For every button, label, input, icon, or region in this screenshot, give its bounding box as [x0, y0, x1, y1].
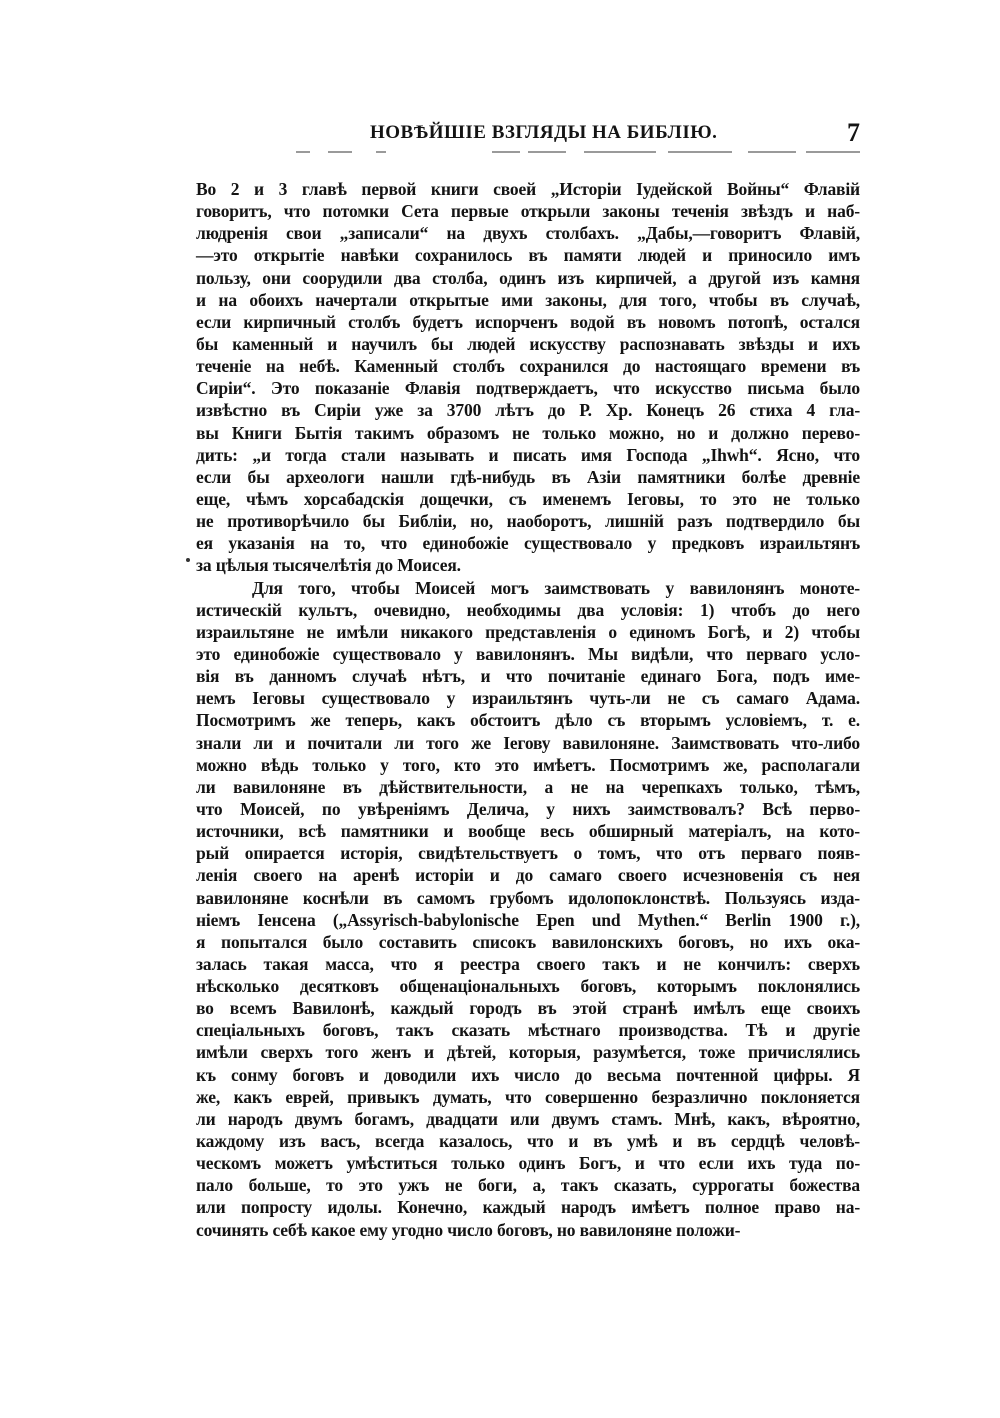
text-line: залась такая масса, что я реестра своего такъ и не кончилъ: сверхъ	[196, 953, 860, 974]
text-line: спеціальныхъ боговъ, такъ сказать мѣстнаго производства. Тѣ и другіе	[196, 1020, 860, 1041]
text-line: извѣстно въ Сиріи уже за 3700 лѣтъ до Р. Хр. Конецъ 26 стиха 4 гла-	[196, 400, 860, 421]
header-rule	[296, 150, 861, 154]
text-line: пало больше, то это ужъ не боги, а, такъ сказать, суррогаты божества	[196, 1175, 860, 1196]
paragraph	[196, 178, 860, 577]
text-line: Сиріи“. Это показаніе Флавія подтверждаетъ, что искусство письма было	[196, 378, 860, 399]
text-line: источники, всѣ памятники и вообще весь обширный матеріалъ, на кото-	[196, 821, 860, 842]
text-line: каждому изъ васъ, всегда казалось, что и въ умѣ и въ сердцѣ человѣ-	[196, 1131, 860, 1152]
text-line: дить: „и тогда стали называть и писать имя Господа „Ihwh“. Ясно, что	[196, 444, 860, 465]
text-line: ленія своего на аренѣ исторіи и до самаго своего исчезновенія съ нея	[196, 865, 860, 886]
page-gutter	[0, 0, 172, 1418]
text-line: и на обоихъ начертали открытые ими законы, для того, чтобы въ случаѣ,	[196, 289, 860, 310]
text-line: это единобожіе существовало у вавилонянъ. Мы видѣли, что перваго усло-	[196, 643, 860, 664]
text-line: имѣли сверхъ того женъ и дѣтей, которыя, разумѣется, тоже причислялись	[196, 1042, 860, 1063]
text-line: ея указанія на то, что единобожіе существовало у предковъ израильтянъ	[196, 533, 860, 554]
text-line: не противорѣчило бы Библіи, но, наоборотъ, лишній разъ подтвердило бы	[196, 511, 860, 532]
text-line: Для того, чтобы Моисей могъ заимствовать у вавилонянъ моноте-	[252, 577, 860, 598]
text-line: что Моисей, по увѣреніямъ Делича, у нихъ заимствовалъ? Всѣ перво-	[196, 798, 860, 819]
text-line: нѣсколько десятковъ общенаціональныхъ боговъ, которымъ поклонялись	[196, 976, 860, 997]
text-line: если бы археологи нашли гдѣ-нибудь въ Азіи памятники болѣе древніе	[196, 466, 860, 487]
text-line: бы каменный и научилъ бы людей искусству распознавать звѣзды и ихъ	[196, 333, 860, 354]
text-line: ніемъ Іенсена („Assyrisch-babylonische Epen und Mythen.“ Berlin 1900 г.),	[196, 909, 860, 930]
text-line: за цѣлыя тысячелѣтія до Моисея.	[196, 555, 461, 576]
text-line: я попытался было составить списокъ вавилонскихъ боговъ, но ихъ ока-	[196, 931, 860, 952]
text-line: ли народъ двумъ богамъ, двадцати или двумъ стамъ. Мнѣ, какъ, вѣроятно,	[196, 1108, 860, 1129]
text-line: вы Книги Бытія такимъ образомъ не только можно, но и должно перево-	[196, 422, 860, 443]
text-line: знали ли и почитали ли того же Іегову вавилоняне. Заимствовать что-либо	[196, 732, 860, 753]
text-line: людренія свои „записали“ на двухъ столбахъ. „Дабы,—говоритъ Флавій,	[196, 223, 860, 244]
running-title: НОВѢЙШІЕ ВЗГЛЯДЫ НА БИБЛІЮ.	[370, 122, 718, 143]
text-line: ческомъ можетъ умѣститься только одинъ Богъ, и что если ихъ туда по-	[196, 1153, 860, 1174]
paragraph	[196, 577, 860, 1241]
text-line: говоритъ, что потомки Сета первые открыли законы теченія звѣздъ и наб-	[196, 201, 860, 222]
page-number: 7	[847, 118, 860, 147]
text-line: израильтяне не имѣли никакого представленія о единомъ Богѣ, и 2) чтобы	[196, 621, 860, 642]
text-line: вавилоняне коснѣли въ самомъ грубомъ идолопоклонствѣ. Пользуясь изда-	[196, 887, 860, 908]
text-line: можно вѣдь только у того, кто это имѣетъ. Посмотримъ же, располагали	[196, 754, 860, 775]
text-line: —это открытіе навѣки сохранилось въ памяти людей и приносило имъ	[196, 245, 860, 266]
text-line: немъ Іеговы существовало у израильтянъ чуть-ли не съ самаго Адама.	[196, 688, 860, 709]
text-line: если кирпичный столбъ будетъ испорченъ водой въ новомъ потопѣ, остался	[196, 311, 860, 332]
body-text	[196, 178, 860, 1241]
text-line: еще, чѣмъ хорсабадскія дощечки, съ именемъ Іеговы, то это не только	[196, 488, 860, 509]
text-line: во всемъ Вавилонѣ, каждый городъ въ этой странѣ имѣлъ еще своихъ	[196, 998, 860, 1019]
text-line: къ сонму боговъ и доводили ихъ число до весьма почтенной цифры. Я	[196, 1064, 860, 1085]
text-line: истическій культъ, очевидно, необходимы два условія: 1) чтобъ до него	[196, 599, 860, 620]
page-header	[370, 118, 860, 152]
text-line: Посмотримъ же теперь, какъ обстоитъ дѣло съ вторымъ условіемъ, т. е.	[196, 710, 860, 731]
text-line: пользу, они соорудили два столба, одинъ изъ кирпичей, а другой изъ камня	[196, 267, 860, 288]
text-line: сочинять себѣ какое ему угодно число боговъ, но вавилоняне положи-	[196, 1219, 741, 1240]
margin-mark	[186, 558, 190, 562]
text-line: же, какъ еврей, привыкъ думать, что совершенно безразлично поклоняется	[196, 1086, 860, 1107]
text-line: ли вавилоняне въ дѣйствительности, а не на черепкахъ только, тѣмъ,	[196, 776, 860, 797]
text-line: теченіе на небѣ. Каменный столбъ сохранился до настоящаго времени въ	[196, 356, 860, 377]
text-line: рый опирается исторія, свидѣтельствуетъ о томъ, что отъ перваго появ-	[196, 843, 860, 864]
text-line: или попросту идолы. Конечно, каждый народъ имѣетъ полное право на-	[196, 1197, 860, 1218]
text-line: Во 2 и 3 главѣ первой книги своей „Исторіи Іудейской Войны“ Флавій	[196, 179, 860, 199]
text-line: вія въ данномъ случаѣ нѣтъ, и что почитаніе единаго Бога, подъ име-	[196, 666, 860, 687]
